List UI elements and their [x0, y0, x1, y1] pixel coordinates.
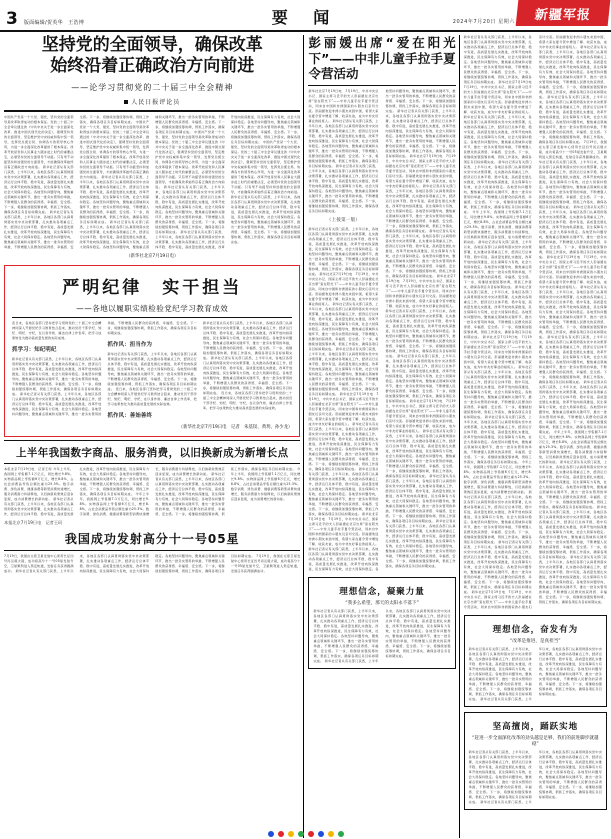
- feature-title: 严明纪律 实干担当: [62, 277, 243, 298]
- lead-headline-line2: 始终沿着正确政治方向前进: [50, 56, 255, 77]
- lead-story: [4, 35, 300, 259]
- rule-thick: [4, 110, 300, 112]
- right-box-2: [464, 712, 607, 810]
- dot-2: [288, 831, 294, 837]
- satellite-headline: 我国成功发射高分十一号05星: [64, 532, 240, 546]
- rule-thin-4: [4, 550, 300, 551]
- middle-column: [303, 35, 455, 838]
- peng-headline: 彭丽媛出席“爱在阳光下”——中非儿童手拉手夏令营活动: [308, 35, 456, 82]
- dot-6: [328, 831, 334, 837]
- satellite-dateline: 本报北京7月19日电 记者王珂: [4, 520, 63, 525]
- masthead: [0, 0, 611, 32]
- dot-7: [338, 831, 344, 837]
- rule-thin: [12, 317, 292, 318]
- story-satellite: [4, 520, 300, 574]
- dot-1: [278, 831, 284, 837]
- mid-box-ideal: [308, 577, 455, 669]
- feature-subhead-2: 抓作风：善始善终: [107, 413, 153, 420]
- feature-body: 连日来，各地区各部门坚持把学习贯彻党的二十届三中全会精神同深入开展党纪学习教育结合起来，推动党员干部学纪、知纪、明纪、守纪，在以身作则、廉洁自律上作表率，把学习成果转化为推动高质量发展的实际成效。 抓学习：知纪明纪 新华社记者从有关部门获悉，上半年以来，各地区各部门认真贯彻落实党中央决策部署，扎实推动各项重点工作，经济运行总体平稳、稳中有进，高质量发展扎实推进，改革开放向纵深推进，民生保障有力有效，社会大局保持稳定。各地坚持问题导向，聚焦重点领域和关键环节，推出一批务实管用的举措，不断增强人民群众的获得感、幸福感、安全感。下一步，将继续加强统筹协调，狠抓工作落实，确保各项任务目标如期完成。 新华社记者从有关部门获悉，上半年以来，各地区各部门认真贯彻落实党中央决策部署，扎实推动各项重点工作，经济运行总体平稳、稳中有进，高质量发展扎实推进，改革开放向纵深推进，民生保障有力有效，社会大局保持稳定。各地坚持问题导向，聚焦重点领域和关键环节，推出一批务实管用的举措，不断增强人民群众的获得感、幸福感、安全感。下一步，将继续加强统筹协调，狠抓工作落实，确保各项任务目标如期完成。 抓作风：担当作为 新华社记者从有关部门获悉，上半年以来，各地区各部门认真贯彻落实党中央决策部署，扎实推动各项重点工作，经济运行总体平稳、稳中有进，高质量发展扎实推进，改革开放向纵深推进，民生保障有力有效，社会大局保持稳定。各地坚持问题导向，聚焦重点领域和关键环节，推出一批务实管用的举措，不断增强人民群众的获得感、幸福感、安全感。下一步，将继续加强统筹协调，狠抓工作落实，确保各项任务目标如期完成。 连日来，各地区各部门坚持把学习贯彻党的二十届三中全会精神同深入开展党纪学习教育结合起来，推动党员干部学纪、知纪、明纪、守纪，在以身作则、廉洁自律上作表率，把学习成果转化为推动高质量发展的实际成效。 抓作风：善始善终 新华社记者从有关部门获悉，上半年以来，各地区各部门认真贯彻落实党中央决策部署，扎实推动各项重点工作，经济运行总体平稳、稳中有进，高质量发展扎实推进，改革开放向纵深推进，民生保障有力有效，社会大局保持稳定。各地坚持问题导向，聚焦重点领域和关键环节，推出一批务实管用的举措，不断增强人民群众的获得感、幸福感、安全感。下一步，将继续加强统筹协调，狠抓工作落实，确保各项任务目标如期完成。 新华社记者从有关部门获悉，上半年以来，各地区各部门认真贯彻落实党中央决策部署，扎实推动各项重点工作，经济运行总体平稳、稳中有进，高质量发展扎实推进，改革开放向纵深推进，民生保障有力有效，社会大局保持稳定。各地坚持问题导向，聚焦重点领域和关键环节，推出一批务实管用的举措，不断增强人民群众的获得感、幸福感、安全感。下一步，将继续加强统筹协调，狠抓工作落实，确保各项任务目标如期完成。 连日来，各地区各部门坚持把学习贯彻党的二十届三中全会精神同深入开展党纪学习教育结合起来，推动党员干部学纪、知纪、明纪、守纪，在以身作则、廉洁自律上作表率，把学习成果转化为推动高质量发展的实际成效。: [12, 320, 293, 420]
- page-body: [0, 32, 611, 838]
- lead-subheadline: ——论学习贯彻党的二十届三中全会精神: [71, 82, 234, 92]
- lead-body: 中国共产党是一个大党、强党，坚持党的全面领导是改革取得成功的根本保证。党的二十届三中全会审议通过的《中共中央关于进一步全面深化改革、推进中国式现代化的决定》，强调坚持党的全面领导，坚定维护党中央权威和集中统一领导，发挥党总揽全局、协调各方的领导核心作用，为进一步全面深化改革提供了根本保证。改革开放是党和人民事业大踏步赶上时代的重要法宝，必须坚持党的全面领导不动摇。只有毫不动摇坚持和加强党的全面领导，才能确保改革始终沿着正确政治方向前进。 新华社记者从有关部门获悉，上半年以来，各地区各部门认真贯彻落实党中央决策部署，扎实推动各项重点工作，经济运行总体平稳、稳中有进，高质量发展扎实推进，改革开放向纵深推进，民生保障有力有效，社会大局保持稳定。各地坚持问题导向，聚焦重点领域和关键环节，推出一批务实管用的举措，不断增强人民群众的获得感、幸福感、安全感。下一步，将继续加强统筹协调，狠抓工作落实，确保各项任务目标如期完成。 新华社记者从有关部门获悉，上半年以来，各地区各部门认真贯彻落实党中央决策部署，扎实推动各项重点工作，经济运行总体平稳、稳中有进，高质量发展扎实推进，改革开放向纵深推进，民生保障有力有效，社会大局保持稳定。各地坚持问题导向，聚焦重点领域和关键环节，推出一批务实管用的举措，不断增强人民群众的获得感、幸福感、安全感。下一步，将继续加强统筹协调，狠抓工作落实，确保各项任务目标如期完成。 中国共产党是一个大党、强党，坚持党的全面领导是改革取得成功的根本保证。党的二十届三中全会审议通过的《中共中央关于进一步全面深化改革、推进中国式现代化的决定》，强调坚持党的全面领导，坚定维护党中央权威和集中统一领导，发挥党总揽全局、协调各方的领导核心作用，为进一步全面深化改革提供了根本保证。改革开放是党和人民事业大踏步赶上时代的重要法宝，必须坚持党的全面领导不动摇。只有毫不动摇坚持和加强党的全面领导，才能确保改革始终沿着正确政治方向前进。 新华社记者从有关部门获悉，上半年以来，各地区各部门认真贯彻落实党中央决策部署，扎实推动各项重点工作，经济运行总体平稳、稳中有进，高质量发展扎实推进，改革开放向纵深推进，民生保障有力有效，社会大局保持稳定。各地坚持问题导向，聚焦重点领域和关键环节，推出一批务实管用的举措，不断增强人民群众的获得感、幸福感、安全感。下一步，将继续加强统筹协调，狠抓工作落实，确保各项任务目标如期完成。 新华社记者从有关部门获悉，上半年以来，各地区各部门认真贯彻落实党中央决策部署，扎实推动各项重点工作，经济运行总体平稳、稳中有进，高质量发展扎实推进，改革开放向纵深推进，民生保障有力有效，社会大局保持稳定。各地坚持问题导向，聚焦重点领域和关键环节，推出一批务实管用的举措，不断增强人民群众的获得感、幸福感、安全感。下一步，将继续加强统筹协调，狠抓工作落实，确保各项任务目标如期完成。 中国共产党是一个大党、强党，坚持党的全面领导是改革取得成功的根本保证。党的二十届三中全会审议通过的《中共中央关于进一步全面深化改革、推进中国式现代化的决定》，强调坚持党的全面领导，坚定维护党中央权威和集中统一领导，发挥党总揽全局、协调各方的领导核心作用，为进一步全面深化改革提供了根本保证。改革开放是党和人民事业大踏步赶上时代的重要法宝，必须坚持党的全面领导不动摇。只有毫不动摇坚持和加强党的全面领导，才能确保改革始终沿着正确政治方向前进。 新华社记者从有关部门获悉，上半年以来，各地区各部门认真贯彻落实党中央决策部署，扎实推动各项重点工作，经济运行总体平稳、稳中有进，高质量发展扎实推进，改革开放向纵深推进，民生保障有力有效，社会大局保持稳定。各地坚持问题导向，聚焦重点领域和关键环节，推出一批务实管用的举措，不断增强人民群众的获得感、幸福感、安全感。下一步，将继续加强统筹协调，狠抓工作落实，确保各项任务目标如期完成。 新华社记者从有关部门获悉，上半年以来，各地区各部门认真贯彻落实党中央决策部署，扎实推动各项重点工作，经济运行总体平稳、稳中有进，高质量发展扎实推进，改革开放向纵深推进，民生保障有力有效，社会大局保持稳定。各地坚持问题导向，聚焦重点领域和关键环节，推出一批务实管用的举措，不断增强人民群众的获得感、幸福感、安全感。下一步，将继续加强统筹协调，狠抓工作落实，确保各项任务目标如期完成。 中国共产党是一个大党、强党，坚持党的全面领导是改革取得成功的根本保证。党的二十届三中全会审议通过的《中共中央关于进一步全面深化改革、推进中国式现代化的决定》，强调坚持党的全面领导，坚定维护党中央权威和集中统一领导，发挥党总揽全局、协调各方的领导核心作用，为进一步全面深化改革提供了根本保证。改革开放是党和人民事业大踏步赶上时代的重要法宝，必须坚持党的全面领导不动摇。只有毫不动摇坚持和加强党的全面领导，才能确保改革始终沿着正确政治方向前进。 新华社记者从有关部门获悉，上半年以来，各地区各部门认真贯彻落实党中央决策部署，扎实推动各项重点工作，经济运行总体平稳、稳中有进，高质量发展扎实推进，改革开放向纵深推进，民生保障有力有效，社会大局保持稳定。各地坚持问题导向，聚焦重点领域和关键环节，推出一批务实管用的举措，不断增强人民群众的获得感、幸福感、安全感。下一步，将继续加强统筹协调，狠抓工作落实，确保各项任务目标如期完成。: [4, 114, 301, 249]
- dot-3: [298, 831, 304, 837]
- lead-headline-line1: 坚持党的全面领导，确保改革: [41, 35, 263, 55]
- lead-byline: 人民日报评论员: [4, 97, 300, 106]
- story-digital: [4, 440, 300, 517]
- mid-insert-1: （上接第一版）: [326, 217, 361, 223]
- rule-thin-5: [308, 85, 455, 86]
- feature-subtitle: ——各地以履职实绩检验党纪学习教育成效: [76, 303, 229, 313]
- right-box-1-heading: 理想信念，奋发有为: [492, 625, 579, 635]
- right-box-2-heading: 坚高擅岗，踊跃实地: [492, 722, 579, 732]
- feature-subhead-0: 抓学习：知纪明纪: [12, 346, 57, 353]
- dot-5: [318, 831, 324, 837]
- left-column: [4, 35, 300, 838]
- right-body-top: 新华社记者从有关部门获悉，上半年以来，各地区各部门认真贯彻落实党中央决策部署，扎实推动各项重点工作，经济运行总体平稳、稳中有进，高质量发展扎实推进，改革开放向纵深推进，民生保障有力有效，社会大局保持稳定。各地坚持问题导向，聚焦重点领域和关键环节，推出一批务实管用的举措，不断增强人民群众的获得感、幸福感、安全感。下一步，将继续加强统筹协调，狠抓工作落实，确保各项任务目标如期完成。 新华社北京7月19日电 7月19日，中共中央总书记、国家主席习近平的夫人彭丽媛在北京出席“爱在阳光下”——中非儿童手拉手夏令营活动，同来自中国和非洲国家的小朋友们亲切交流。彭丽媛欢迎非洲小朋友来到中国，希望大家在夏令营中增进了解、收获友谊，成为中非友好事业的接班人。 新华社记者从有关部门获悉，上半年以来，各地区各部门认真贯彻落实党中央决策部署，扎实推动各项重点工作，经济运行总体平稳、稳中有进，高质量发展扎实推进，改革开放向纵深推进，民生保障有力有效，社会大局保持稳定。各地坚持问题导向，聚焦重点领域和关键环节，推出一批务实管用的举措，不断增强人民群众的获得感、幸福感、安全感。下一步，将继续加强统筹协调，狠抓工作落实，确保各项任务目标如期完成。 新华社记者从有关部门获悉，上半年以来，各地区各部门认真贯彻落实党中央决策部署，扎实推动各项重点工作，经济运行总体平稳、稳中有进，高质量发展扎实推进，改革开放向纵深推进，民生保障有力有效，社会大局保持稳定。各地坚持问题导向，聚焦重点领域和关键环节，推出一批务实管用的举措，不断增强人民群众的获得感、幸福感、安全感。下一步，将继续加强统筹协调，狠抓工作落实，确保各项任务目标如期完成。 今年上半年，我国网上零售额7.1万亿元，同比增长9.8%。实物商品网上零售额6万亿元，增长8.8%，占社会消费品零售总额比重为25.3%。数字消费、绿色消费、健康消费等新型消费快速增长，服务消费潜力持续释放，以旧换新政策效应逐步显现，成为消费增长的新动能。 新华社记者从有关部门获悉，上半年以来，各地区各部门认真贯彻落实党中央决策部署，扎实推动各项重点工作，经济运行总体平稳、稳中有进，高质量发展扎实推进，改革开放向纵深推进，民生保障有力有效，社会大局保持稳定。各地坚持问题导向，聚焦重点领域和关键环节，推出一批务实管用的举措，不断增强人民群众的获得感、幸福感、安全感。下一步，将继续加强统筹协调，狠抓工作落实，确保各项任务目标如期完成。 新华社记者从有关部门获悉，上半年以来，各地区各部门认真贯彻落实党中央决策部署，扎实推动各项重点工作，经济运行总体平稳、稳中有进，高质量发展扎实推进，改革开放向纵深推进，民生保障有力有效，社会大局保持稳定。各地坚持问题导向，聚焦重点领域和关键环节，推出一批务实管用的举措，不断增强人民群众的获得感、幸福感、安全感。下一步，将继续加强统筹协调，狠抓工作落实，确保各项任务目标如期完成。 新华社北京7月19日电 7月19日，中共中央总书记、国家主席习近平的夫人彭丽媛在北京出席“爱在阳光下”——中非儿童手拉手夏令营活动，同来自中国和非洲国家的小朋友们亲切交流。彭丽媛欢迎非洲小朋友来到中国，希望大家在夏令营中增进了解、收获友谊，成为中非友好事业的接班人。 新华社记者从有关部门获悉，上半年以来，各地区各部门认真贯彻落实党中央决策部署，扎实推动各项重点工作，经济运行总体平稳、稳中有进，高质量发展扎实推进，改革开放向纵深推进，民生保障有力有效，社会大局保持稳定。各地坚持问题导向，聚焦重点领域和关键环节，推出一批务实管用的举措，不断增强人民群众的获得感、幸福感、安全感。下一步，将继续加强统筹协调，狠抓工作落实，确保各项任务目标如期完成。 新华社记者从有关部门获悉，上半年以来，各地区各部门认真贯彻落实党中央决策部署，扎实推动各项重点工作，经济运行总体平稳、稳中有进，高质量发展扎实推进，改革开放向纵深推进，民生保障有力有效，社会大局保持稳定。各地坚持问题导向，聚焦重点领域和关键环节，推出一批务实管用的举措，不断增强人民群众的获得感、幸福感、安全感。下一步，将继续加强统筹协调，狠抓工作落实，确保各项任务目标如期完成。 今年上半年，我国网上零售额7.1万亿元，同比增长9.8%。实物商品网上零售额6万亿元，增长8.8%，占社会消费品零售总额比重为25.3%。数字消费、绿色消费、健康消费等新型消费快速增长，服务消费潜力持续释放，以旧换新政策效应逐步显现，成为消费增长的新动能。 新华社记者从有关部门获悉，上半年以来，各地区各部门认真贯彻落实党中央决策部署，扎实推动各项重点工作，经济运行总体平稳、稳中有进，高质量发展扎实推进，改革开放向纵深推进，民生保障有力有效，社会大局保持稳定。各地坚持问题导向，聚焦重点领域和关键环节，推出一批务实管用的举措，不断增强人民群众的获得感、幸福感、安全感。下一步，将继续加强统筹协调，狠抓工作落实，确保各项任务目标如期完成。 新华社记者从有关部门获悉，上半年以来，各地区各部门认真贯彻落实党中央决策部署，扎实推动各项重点工作，经济运行总体平稳、稳中有进，高质量发展扎实推进，改革开放向纵深推进，民生保障有力有效，社会大局保持稳定。各地坚持问题导向，聚焦重点领域和关键环节，推出一批务实管用的举措，不断增强人民群众的获得感、幸福感、安全感。下一步，将继续加强统筹协调，狠抓工作落实，确保各项任务目标如期完成。 新华社北京7月19日电 7月19日，中共中央总书记、国家主席习近平的夫人彭丽媛在北京出席“爱在阳光下”——中非儿童手拉手夏令营活动，同来自中国和非洲国家的小朋友们亲切交流。彭丽媛欢迎非洲小朋友来到中国，希望大家在夏令营中增进了解、收获友谊，成为中非友好事业的接班人。 新华社记者从有关部门获悉，上半年以来，各地区各部门认真贯彻落实党中央决策部署，扎实推动各项重点工作，经济运行总体平稳、稳中有进，高质量发展扎实推进，改革开放向纵深推进，民生保障有力有效，社会大局保持稳定。各地坚持问题导向，聚焦重点领域和关键环节，推出一批务实管用的举措，不断增强人民群众的获得感、幸福感、安全感。下一步，将继续加强统筹协调，狠抓工作落实，确保各项任务目标如期完成。 新华社记者从有关部门获悉，上半年以来，各地区各部门认真贯彻落实党中央决策部署，扎实推动各项重点工作，经济运行总体平稳、稳中有进，高质量发展扎实推进，改革开放向纵深推进，民生保障有力有效，社会大局保持稳定。各地坚持问题导向，聚焦重点领域和关键环节，推出一批务实管用的举措，不断增强人民群众的获得感、幸福感、安全感。下一步，将继续加强统筹协调，狠抓工作落实，确保各项任务目标如期完成。 7月19日，我国在太原卫星发射中心使用长征四号丙运载火箭，成功将高分十一号05星发射升空，卫星顺利进入预定轨道，发射任务获得圆满成功。 新华社记者从有关部门获悉，上半年以来，各地区各部门认真贯彻落实党中央决策部署，扎实推动各项重点工作，经济运行总体平稳、稳中有进，高质量发展扎实推进，改革开放向纵深推进，民生保障有力有效，社会大局保持稳定。各地坚持问题导向，聚焦重点领域和关键环节，推出一批务实管用的举措，不断增强人民群众的获得感、幸福感、安全感。下一步，将继续加强统筹协调，狠抓工作落实，确保各项任务目标如期完成。 新华社记者从有关部门获悉，上半年以来，各地区各部门认真贯彻落实党中央决策部署，扎实推动各项重点工作，经济运行总体平稳、稳中有进，高质量发展扎实推进，改革开放向纵深推进，民生保障有力有效，社会大局保持稳定。各地坚持问题导向，聚焦重点领域和关键环节，推出一批务实管用的举措，不断增强人民群众的获得感、幸福感、安全感。下一步，将继续加强统筹协调，狠抓工作落实，确保各项任务目标如期完成。 新华社北京7月19日电 7月19日，中共中央总书记、国家主席习近平的夫人彭丽媛在北京出席“爱在阳光下”——中非儿童手拉手夏令营活动，同来自中国和非洲国家的小朋友们亲切交流。彭丽媛欢迎非洲小朋友来到中国，希望大家在夏令营中增进了解、收获友谊，成为中非友好事业的接班人。 新华社记者从有关部门获悉，上半年以来，各地区各部门认真贯彻落实党中央决策部署，扎实推动各项重点工作，经济运行总体平稳、稳中有进，高质量发展扎实推进，改革开放向纵深推进，民生保障有力有效，社会大局保持稳定。各地坚持问题导向，聚焦重点领域和关键环节，推出一批务实管用的举措，不断增强人民群众的获得感、幸福感、安全感。下一步，将继续加强统筹协调，狠抓工作落实，确保各项任务目标如期完成。 新华社记者从有关部门获悉，上半年以来，各地区各部门认真贯彻落实党中央决策部署，扎实推动各项重点工作，经济运行总体平稳、稳中有进，高质量发展扎实推进，改革开放向纵深推进，民生保障有力有效，社会大局保持稳定。各地坚持问题导向，聚焦重点领域和关键环节，推出一批务实管用的举措，不断增强人民群众的获得感、幸福感、安全感。下一步，将继续加强统筹协调，狠抓工作落实，确保各项任务目标如期完成。 新华社记者从有关部门获悉，上半年以来，各地区各部门认真贯彻落实党中央决策部署，扎实推动各项重点工作，经济运行总体平稳、稳中有进，高质量发展扎实推进，改革开放向纵深推进，民生保障有力有效，社会大局保持稳定。各地坚持问题导向，聚焦重点领域和关键环节，推出一批务实管用的举措，不断增强人民群众的获得感、幸福感、安全感。下一步，将继续加强统筹协调，狠抓工作落实，确保各项任务目标如期完成。 今年上半年，我国网上零售额7.1万亿元，同比增长9.8%。实物商品网上零售额6万亿元，增长8.8%，占社会消费品零售总额比重为25.3%。数字消费、绿色消费、健康消费等新型消费快速增长，服务消费潜力持续释放，以旧换新政策效应逐步显现，成为消费增长的新动能。 新华社记者从有关部门获悉，上半年以来，各地区各部门认真贯彻落实党中央决策部署，扎实推动各项重点工作，经济运行总体平稳、稳中有进，高质量发展扎实推进，改革开放向纵深推进，民生保障有力有效，社会大局保持稳定。各地坚持问题导向，聚焦重点领域和关键环节，推出一批务实管用的举措，不断增强人民群众的获得感、幸福感、安全感。下一步，将继续加强统筹协调，狠抓工作落实，确保各项任务目标如期完成。 新华社记者从有关部门获悉，上半年以来，各地区各部门认真贯彻落实党中央决策部署，扎实推动各项重点工作，经济运行总体平稳、稳中有进，高质量发展扎实推进，改革开放向纵深推进，民生保障有力有效，社会大局保持稳定。各地坚持问题导向，聚焦重点领域和关键环节，推出一批务实管用的举措，不断增强人民群众的获得感、幸福感、安全感。下一步，将继续加强统筹协调，狠抓工作落实，确保各项任务目标如期完成。 新华社记者从有关部门获悉，上半年以来，各地区各部门认真贯彻落实党中央决策部署，扎实推动各项重点工作，经济运行总体平稳、稳中有进，高质量发展扎实推进，改革开放向纵深推进，民生保障有力有效，社会大局保持稳定。各地坚持问题导向，聚焦重点领域和关键环节，推出一批务实管用的举措，不断增强人民群众的获得感、幸福感、安全感。下一步，将继续加强统筹协调，狠抓工作落实，确保各项任务目标如期完成。: [463, 35, 607, 609]
- right-column: [459, 35, 607, 838]
- mid-box-subheading: “我多么希望，那天的太阳永不落下”: [345, 601, 419, 607]
- rule-thin-3: [4, 463, 300, 464]
- dot-4: [308, 831, 314, 837]
- masthead-date: 2024年7月20日 星期六: [452, 19, 515, 25]
- lead-source-note: （新华社北京7月19日电）: [126, 253, 179, 259]
- digital-headline: 上半年我国数字商品、服务消费，以旧换新成为新增长点: [15, 447, 289, 459]
- feature-box: [4, 265, 300, 438]
- right-box-2-subheading: “赶进一步全面深化改革的劲头越是足够，我们的前进脚步就越稳”: [472, 736, 599, 747]
- satellite-body: 7月19日，我国在太原卫星发射中心使用长征四号丙运载火箭，成功将高分十一号05星发射升空，卫星顺利进入预定轨道，发射任务获得圆满成功。 新华社记者从有关部门获悉，上半年以来，各地区各部门认真贯彻落实党中央决策部署，扎实推动各项重点工作，经济运行总体平稳、稳中有进，高质量发展扎实推进，改革开放向纵深推进，民生保障有力有效，社会大局保持稳定。各地坚持问题导向，聚焦重点领域和关键环节，推出一批务实管用的举措，不断增强人民群众的获得感、幸福感、安全感。下一步，将继续加强统筹协调，狠抓工作落实，确保各项任务目标如期完成。 7月19日，我国在太原卫星发射中心使用长征四号丙运载火箭，成功将高分十一号05星发射升空，卫星顺利进入预定轨道，发射任务获得圆满成功。: [4, 554, 301, 573]
- digital-body: 本报北京7月19日电 记者王珂 今年上半年，我国网上零售额7.1万亿元，同比增长9.8%。实物商品网上零售额6万亿元，增长8.8%，占社会消费品零售总额比重为25.3%。数字消费、绿色消费、健康消费等新型消费快速增长，服务消费潜力持续释放，以旧换新政策效应逐步显现，成为消费增长的新动能。 新华社记者从有关部门获悉，上半年以来，各地区各部门认真贯彻落实党中央决策部署，扎实推动各项重点工作，经济运行总体平稳、稳中有进，高质量发展扎实推进，改革开放向纵深推进，民生保障有力有效，社会大局保持稳定。各地坚持问题导向，聚焦重点领域和关键环节，推出一批务实管用的举措，不断增强人民群众的获得感、幸福感、安全感。下一步，将继续加强统筹协调，狠抓工作落实，确保各项任务目标如期完成。 今年上半年，我国网上零售额7.1万亿元，同比增长9.8%。实物商品网上零售额6万亿元，增长8.8%，占社会消费品零售总额比重为25.3%。数字消费、绿色消费、健康消费等新型消费快速增长，服务消费潜力持续释放，以旧换新政策效应逐步显现，成为消费增长的新动能。 新华社记者从有关部门获悉，上半年以来，各地区各部门认真贯彻落实党中央决策部署，扎实推动各项重点工作，经济运行总体平稳、稳中有进，高质量发展扎实推进，改革开放向纵深推进，民生保障有力有效，社会大局保持稳定。各地坚持问题导向，聚焦重点领域和关键环节，推出一批务实管用的举措，不断增强人民群众的获得感、幸福感、安全感。下一步，将继续加强统筹协调，狠抓工作落实，确保各项任务目标如期完成。 今年上半年，我国网上零售额7.1万亿元，同比增长9.8%。实物商品网上零售额6万亿元，增长8.8%，占社会消费品零售总额比重为25.3%。数字消费、绿色消费、健康消费等新型消费快速增长，服务消费潜力持续释放，以旧换新政策效应逐步显现，成为消费增长的新动能。: [4, 467, 301, 516]
- section-title: 要 闻: [271, 8, 340, 27]
- rule-thin-2: [4, 440, 300, 441]
- mid-box-body: 新华社记者从有关部门获悉，上半年以来，各地区各部门认真贯彻落实党中央决策部署，扎实推动各项重点工作，经济运行总体平稳、稳中有进，高质量发展扎实推进，改革开放向纵深推进，民生保障有力有效，社会大局保持稳定。各地坚持问题导向，聚焦重点领域和关键环节，推出一批务实管用的举措，不断增强人民群众的获得感、幸福感、安全感。下一步，将继续加强统筹协调，狠抓工作落实，确保各项任务目标如期完成。 新华社记者从有关部门获悉，上半年以来，各地区各部门认真贯彻落实党中央决策部署，扎实推动各项重点工作，经济运行总体平稳、稳中有进，高质量发展扎实推进，改革开放向纵深推进，民生保障有力有效，社会大局保持稳定。各地坚持问题导向，聚焦重点领域和关键环节，推出一批务实管用的举措，不断增强人民群众的获得感、幸福感、安全感。下一步，将继续加强统筹协调，狠抓工作落实，确保各项任务目标如期完成。: [313, 609, 451, 664]
- right-box-1: [464, 615, 607, 707]
- right-box-1-subheading: “改革是推进，是真担当”: [509, 639, 561, 644]
- peng-body: 新华社北京7月19日电 7月19日，中共中央总书记、国家主席习近平的夫人彭丽媛在北京出席“爱在阳光下”——中非儿童手拉手夏令营活动，同来自中国和非洲国家的小朋友们亲切交流。彭丽媛欢迎非洲小朋友来到中国，希望大家在夏令营中增进了解、收获友谊，成为中非友好事业的接班人。 新华社记者从有关部门获悉，上半年以来，各地区各部门认真贯彻落实党中央决策部署，扎实推动各项重点工作，经济运行总体平稳、稳中有进，高质量发展扎实推进，改革开放向纵深推进，民生保障有力有效，社会大局保持稳定。各地坚持问题导向，聚焦重点领域和关键环节，推出一批务实管用的举措，不断增强人民群众的获得感、幸福感、安全感。下一步，将继续加强统筹协调，狠抓工作落实，确保各项任务目标如期完成。 新华社记者从有关部门获悉，上半年以来，各地区各部门认真贯彻落实党中央决策部署，扎实推动各项重点工作，经济运行总体平稳、稳中有进，高质量发展扎实推进，改革开放向纵深推进，民生保障有力有效，社会大局保持稳定。各地坚持问题导向，聚焦重点领域和关键环节，推出一批务实管用的举措，不断增强人民群众的获得感、幸福感、安全感。下一步，将继续加强统筹协调，狠抓工作落实，确保各项任务目标如期完成。 （上接第一版） 新华社记者从有关部门获悉，上半年以来，各地区各部门认真贯彻落实党中央决策部署，扎实推动各项重点工作，经济运行总体平稳、稳中有进，高质量发展扎实推进，改革开放向纵深推进，民生保障有力有效，社会大局保持稳定。各地坚持问题导向，聚焦重点领域和关键环节，推出一批务实管用的举措，不断增强人民群众的获得感、幸福感、安全感。下一步，将继续加强统筹协调，狠抓工作落实，确保各项任务目标如期完成。 新华社北京7月19日电 7月19日，中共中央总书记、国家主席习近平的夫人彭丽媛在北京出席“爱在阳光下”——中非儿童手拉手夏令营活动，同来自中国和非洲国家的小朋友们亲切交流。彭丽媛欢迎非洲小朋友来到中国，希望大家在夏令营中增进了解、收获友谊，成为中非友好事业的接班人。 新华社记者从有关部门获悉，上半年以来，各地区各部门认真贯彻落实党中央决策部署，扎实推动各项重点工作，经济运行总体平稳、稳中有进，高质量发展扎实推进，改革开放向纵深推进，民生保障有力有效，社会大局保持稳定。各地坚持问题导向，聚焦重点领域和关键环节，推出一批务实管用的举措，不断增强人民群众的获得感、幸福感、安全感。下一步，将继续加强统筹协调，狠抓工作落实，确保各项任务目标如期完成。 新华社记者从有关部门获悉，上半年以来，各地区各部门认真贯彻落实党中央决策部署，扎实推动各项重点工作，经济运行总体平稳、稳中有进，高质量发展扎实推进，改革开放向纵深推进，民生保障有力有效，社会大局保持稳定。各地坚持问题导向，聚焦重点领域和关键环节，推出一批务实管用的举措，不断增强人民群众的获得感、幸福感、安全感。下一步，将继续加强统筹协调，狠抓工作落实，确保各项任务目标如期完成。 新华社北京7月19日电 7月19日，中共中央总书记、国家主席习近平的夫人彭丽媛在北京出席“爱在阳光下”——中非儿童手拉手夏令营活动，同来自中国和非洲国家的小朋友们亲切交流。彭丽媛欢迎非洲小朋友来到中国，希望大家在夏令营中增进了解、收获友谊，成为中非友好事业的接班人。 新华社记者从有关部门获悉，上半年以来，各地区各部门认真贯彻落实党中央决策部署，扎实推动各项重点工作，经济运行总体平稳、稳中有进，高质量发展扎实推进，改革开放向纵深推进，民生保障有力有效，社会大局保持稳定。各地坚持问题导向，聚焦重点领域和关键环节，推出一批务实管用的举措，不断增强人民群众的获得感、幸福感、安全感。下一步，将继续加强统筹协调，狠抓工作落实，确保各项任务目标如期完成。 新华社记者从有关部门获悉，上半年以来，各地区各部门认真贯彻落实党中央决策部署，扎实推动各项重点工作，经济运行总体平稳、稳中有进，高质量发展扎实推进，改革开放向纵深推进，民生保障有力有效，社会大局保持稳定。各地坚持问题导向，聚焦重点领域和关键环节，推出一批务实管用的举措，不断增强人民群众的获得感、幸福感、安全感。下一步，将继续加强统筹协调，狠抓工作落实，确保各项任务目标如期完成。 新华社北京7月19日电 7月19日，中共中央总书记、国家主席习近平的夫人彭丽媛在北京出席“爱在阳光下”——中非儿童手拉手夏令营活动，同来自中国和非洲国家的小朋友们亲切交流。彭丽媛欢迎非洲小朋友来到中国，希望大家在夏令营中增进了解、收获友谊，成为中非友好事业的接班人。 新华社记者从有关部门获悉，上半年以来，各地区各部门认真贯彻落实党中央决策部署，扎实推动各项重点工作，经济运行总体平稳、稳中有进，高质量发展扎实推进，改革开放向纵深推进，民生保障有力有效，社会大局保持稳定。各地坚持问题导向，聚焦重点领域和关键环节，推出一批务实管用的举措，不断增强人民群众的获得感、幸福感、安全感。下一步，将继续加强统筹协调，狠抓工作落实，确保各项任务目标如期完成。 新华社记者从有关部门获悉，上半年以来，各地区各部门认真贯彻落实党中央决策部署，扎实推动各项重点工作，经济运行总体平稳、稳中有进，高质量发展扎实推进，改革开放向纵深推进，民生保障有力有效，社会大局保持稳定。各地坚持问题导向，聚焦重点领域和关键环节，推出一批务实管用的举措，不断增强人民群众的获得感、幸福感、安全感。下一步，将继续加强统筹协调，狠抓工作落实，确保各项任务目标如期完成。 新华社北京7月19日电 7月19日，中共中央总书记、国家主席习近平的夫人彭丽媛在北京出席“爱在阳光下”——中非儿童手拉手夏令营活动，同来自中国和非洲国家的小朋友们亲切交流。彭丽媛欢迎非洲小朋友来到中国，希望大家在夏令营中增进了解、收获友谊，成为中非友好事业的接班人。 新华社记者从有关部门获悉，上半年以来，各地区各部门认真贯彻落实党中央决策部署，扎实推动各项重点工作，经济运行总体平稳、稳中有进，高质量发展扎实推进，改革开放向纵深推进，民生保障有力有效，社会大局保持稳定。各地坚持问题导向，聚焦重点领域和关键环节，推出一批务实管用的举措，不断增强人民群众的获得感、幸福感、安全感。下一步，将继续加强统筹协调，狠抓工作落实，确保各项任务目标如期完成。 新华社记者从有关部门获悉，上半年以来，各地区各部门认真贯彻落实党中央决策部署，扎实推动各项重点工作，经济运行总体平稳、稳中有进，高质量发展扎实推进，改革开放向纵深推进，民生保障有力有效，社会大局保持稳定。各地坚持问题导向，聚焦重点领域和关键环节，推出一批务实管用的举措，不断增强人民群众的获得感、幸福感、安全感。下一步，将继续加强统筹协调，狠抓工作落实，确保各项任务目标如期完成。 新华社北京7月19日电 7月19日，中共中央总书记、国家主席习近平的夫人彭丽媛在北京出席“爱在阳光下”——中非儿童手拉手夏令营活动，同来自中国和非洲国家的小朋友们亲切交流。彭丽媛欢迎非洲小朋友来到中国，希望大家在夏令营中增进了解、收获友谊，成为中非友好事业的接班人。 新华社记者从有关部门获悉，上半年以来，各地区各部门认真贯彻落实党中央决策部署，扎实推动各项重点工作，经济运行总体平稳、稳中有进，高质量发展扎实推进，改革开放向纵深推进，民生保障有力有效，社会大局保持稳定。各地坚持问题导向，聚焦重点领域和关键环节，推出一批务实管用的举措，不断增强人民群众的获得感、幸福感、安全感。下一步，将继续加强统筹协调，狠抓工作落实，确保各项任务目标如期完成。 新华社记者从有关部门获悉，上半年以来，各地区各部门认真贯彻落实党中央决策部署，扎实推动各项重点工作，经济运行总体平稳、稳中有进，高质量发展扎实推进，改革开放向纵深推进，民生保障有力有效，社会大局保持稳定。各地坚持问题导向，聚焦重点领域和关键环节，推出一批务实管用的举措，不断增强人民群众的获得感、幸福感、安全感。下一步，将继续加强统筹协调，狠抓工作落实，确保各项任务目标如期完成。 新华社北京7月19日电 7月19日，中共中央总书记、国家主席习近平的夫人彭丽媛在北京出席“爱在阳光下”——中非儿童手拉手夏令营活动，同来自中国和非洲国家的小朋友们亲切交流。彭丽媛欢迎非洲小朋友来到中国，希望大家在夏令营中增进了解、收获友谊，成为中非友好事业的接班人。 新华社记者从有关部门获悉，上半年以来，各地区各部门认真贯彻落实党中央决策部署，扎实推动各项重点工作，经济运行总体平稳、稳中有进，高质量发展扎实推进，改革开放向纵深推进，民生保障有力有效，社会大局保持稳定。各地坚持问题导向，聚焦重点领域和关键环节，推出一批务实管用的举措，不断增强人民群众的获得感、幸福感、安全感。下一步，将继续加强统筹协调，狠抓工作落实，确保各项任务目标如期完成。 新华社记者从有关部门获悉，上半年以来，各地区各部门认真贯彻落实党中央决策部署，扎实推动各项重点工作，经济运行总体平稳、稳中有进，高质量发展扎实推进，改革开放向纵深推进，民生保障有力有效，社会大局保持稳定。各地坚持问题导向，聚焦重点领域和关键环节，推出一批务实管用的举措，不断增强人民群众的获得感、幸福感、安全感。下一步，将继续加强统筹协调，狠抓工作落实，确保各项任务目标如期完成。 新华社记者从有关部门获悉，上半年以来，各地区各部门认真贯彻落实党中央决策部署，扎实推动各项重点工作，经济运行总体平稳、稳中有进，高质量发展扎实推进，改革开放向纵深推进，民生保障有力有效，社会大局保持稳定。各地坚持问题导向，聚焦重点领域和关键环节，推出一批务实管用的举措，不断增强人民群众的获得感、幸福感、安全感。下一步，将继续加强统筹协调，狠抓工作落实，确保各项任务目标如期完成。: [308, 88, 456, 572]
- feature-source-note: （新华社北京7月19日电 记者 朱基钗、黄玥、孙少龙）: [178, 425, 293, 430]
- masthead-editors: 版面编辑/贺英华 王浩博: [23, 20, 85, 26]
- registration-dots: [268, 831, 344, 837]
- right-box-1-body: 新华社记者从有关部门获悉，上半年以来，各地区各部门认真贯彻落实党中央决策部署，扎实推动各项重点工作，经济运行总体平稳、稳中有进，高质量发展扎实推进，改革开放向纵深推进，民生保障有力有效，社会大局保持稳定。各地坚持问题导向，聚焦重点领域和关键环节，推出一批务实管用的举措，不断增强人民群众的获得感、幸福感、安全感。下一步，将继续加强统筹协调，狠抓工作落实，确保各项任务目标如期完成。 新华社记者从有关部门获悉，上半年以来，各地区各部门认真贯彻落实党中央决策部署，扎实推动各项重点工作，经济运行总体平稳、稳中有进，高质量发展扎实推进，改革开放向纵深推进，民生保障有力有效，社会大局保持稳定。各地坚持问题导向，聚焦重点领域和关键环节，推出一批务实管用的举措，不断增强人民群众的获得感、幸福感、安全感。下一步，将继续加强统筹协调，狠抓工作落实，确保各项任务目标如期完成。: [468, 647, 602, 701]
- right-box-2-body: 新华社记者从有关部门获悉，上半年以来，各地区各部门认真贯彻落实党中央决策部署，扎实推动各项重点工作，经济运行总体平稳、稳中有进，高质量发展扎实推进，改革开放向纵深推进，民生保障有力有效，社会大局保持稳定。各地坚持问题导向，聚焦重点领域和关键环节，推出一批务实管用的举措，不断增强人民群众的获得感、幸福感、安全感。下一步，将继续加强统筹协调，狠抓工作落实，确保各项任务目标如期完成。 新华社记者从有关部门获悉，上半年以来，各地区各部门认真贯彻落实党中央决策部署，扎实推动各项重点工作，经济运行总体平稳、稳中有进，高质量发展扎实推进，改革开放向纵深推进，民生保障有力有效，社会大局保持稳定。各地坚持问题导向，聚焦重点领域和关键环节，推出一批务实管用的举措，不断增强人民群众的获得感、幸福感、安全感。下一步，将继续加强统筹协调，狠抓工作落实，确保各项任务目标如期完成。: [468, 750, 602, 804]
- dot-0: [268, 831, 274, 837]
- square-bullet-icon: [124, 100, 128, 104]
- mid-box-heading: 理想信念，凝聚力量: [339, 587, 425, 598]
- page-number: 3: [6, 9, 18, 29]
- paper-logo: 新疆军报: [516, 0, 611, 26]
- feature-subhead-1: 抓作风：担当作为: [107, 341, 153, 348]
